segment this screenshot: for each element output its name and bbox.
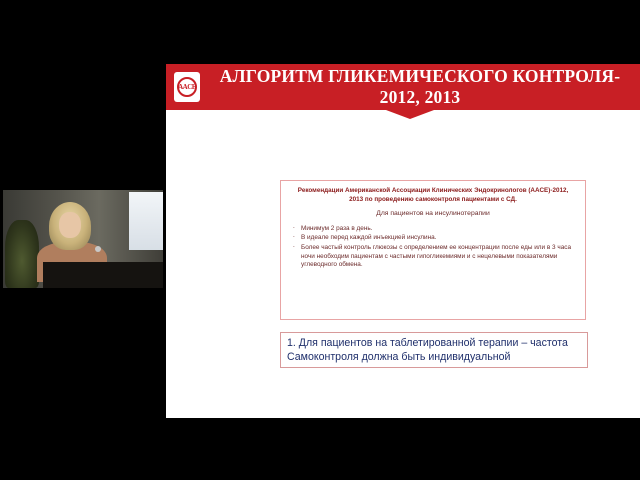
logo-text: AACE — [178, 82, 196, 91]
microphone-icon — [95, 246, 101, 252]
projection-screen — [129, 192, 163, 250]
slide-header — [166, 64, 640, 110]
slide-title — [204, 66, 636, 108]
list-item: . Минимум 2 раза в день. — [293, 225, 577, 234]
recommendation-box — [280, 180, 586, 320]
header-notch — [386, 110, 434, 119]
recommendation-list — [289, 225, 577, 270]
recommendation-subheading: Для пациентов на инсулинотерапии — [376, 210, 490, 218]
list-item: . Более частый контроль глюкозы с определением ее концентрации после еды или в 3 часа ночи необходим пациентам с частыми гипогликемиями и с нецелевыми показателями углеводного обмена. — [293, 244, 577, 270]
speaker-face — [59, 212, 81, 238]
slide-title-line1: АЛГОРИТМ ГЛИКЕМИЧЕСКОГО КОНТРОЛЯ- — [219, 66, 621, 86]
presentation-slide — [166, 64, 640, 418]
speaker-video — [3, 190, 163, 288]
aace-logo-icon — [174, 72, 200, 102]
podium — [43, 262, 163, 288]
list-item: . В идеале перед каждой инъекцией инсулина. — [293, 234, 577, 243]
recommendation-heading: Рекомендации Американской Ассоциации Клинических Эндокринологов (AACE)-2012, 2013 по проведению самоконтроля пациентами с СД. — [297, 187, 569, 203]
tablet-therapy-note: 1. Для пациентов на таблетированной терапии – частота Самоконтроля должна быть индивидуальной — [280, 332, 588, 368]
slide-title-line2: 2012, 2013 — [379, 87, 461, 107]
plant — [5, 220, 39, 288]
